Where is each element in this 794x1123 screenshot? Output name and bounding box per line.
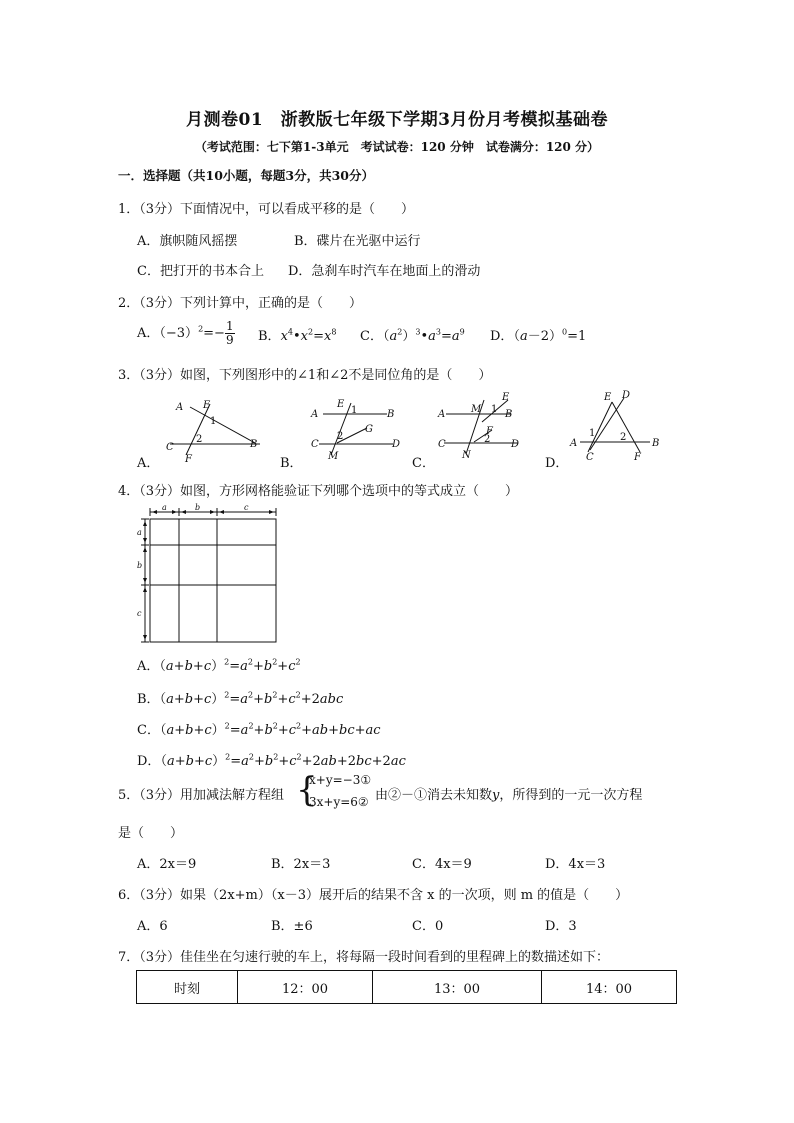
svg-text:E: E [502,392,510,403]
q1-option-b: B．碟片在光驱中运行 [294,234,421,249]
table-cell-time: 13：00 [373,971,542,1004]
q4-option-d: D．$(a+b+c)^2=a^2+b^2+c^2+2ab+2bc+2ac$ [137,752,406,769]
q4-option-a: A．$(a+b+c)^2=a^2+b^2+c^2$ [137,657,301,674]
q2-option-d: D．$(a-2)^0=1$ [490,327,587,344]
q5-option-d: D．4x＝3 [545,857,606,872]
svg-text:F: F [185,454,192,465]
q5-option-a: A．2x＝9 [137,857,197,872]
svg-text:D: D [622,390,631,401]
svg-text:2: 2 [337,431,344,442]
svg-text:E: E [337,399,345,410]
q2-option-b: B．$x^4•x^2=x^8$ [258,327,337,344]
q5-stem-post: 由②－①消去未知数y，所得到的一元一次方程 [375,788,643,803]
page-title: 月测卷01 浙教版七年级下学期3月份月考模拟基础卷 [186,110,608,130]
svg-text:M: M [471,404,482,415]
q7-table [136,970,677,1004]
q4-stem: 4．（3分）如图，方形网格能验证下列哪个选项中的等式成立（ ） [118,484,519,499]
svg-text:E: E [604,392,612,403]
q5-eq2: 3x+y=6② [309,795,369,809]
q4-option-b: B．$(a+b+c)^2=a^2+b^2+c^2+2abc$ [137,690,344,707]
svg-text:b: b [137,561,143,570]
q7-stem: 7．（3分）佳佳坐在匀速行驶的车上，将每隔一段时间看到的里程碑上的数描述如下： [118,950,610,965]
svg-text:A: A [311,409,319,420]
q6-option-b: B．±6 [271,919,313,934]
table-row [137,971,677,1004]
q3-label-c: C． [412,456,435,471]
svg-text:1: 1 [351,405,358,416]
svg-text:a: a [137,528,142,537]
svg-text:D: D [392,439,401,450]
svg-text:B: B [505,409,513,420]
svg-text:C: C [166,442,174,453]
svg-text:2: 2 [620,432,627,443]
svg-text:B: B [652,438,660,449]
svg-text:C: C [586,452,594,463]
q5-stem-pre: 5．（3分）用加减法解方程组 [118,788,285,803]
q3-figure-b [305,395,415,465]
q1-option-a: A．旗帜随风摇摆 [137,234,238,249]
table-cell-time: 12：00 [238,971,373,1004]
q5-brace: { [296,770,318,810]
svg-text:G: G [365,424,373,435]
svg-text:c: c [137,609,142,618]
q3-label-a: A． [137,456,160,471]
svg-text:A: A [570,438,578,449]
q5-eq1: x+y=−3① [309,773,372,787]
svg-text:c: c [244,503,249,512]
svg-text:1: 1 [589,428,596,439]
exam-info: （考试范围：七下第1-3单元 考试试卷：120 分钟 试卷满分：120 分） [194,140,600,154]
svg-text:B: B [250,439,258,450]
svg-text:2: 2 [196,434,203,445]
q3-figure-c [436,390,536,465]
svg-text:a: a [162,503,167,512]
q6-option-a: A．6 [137,919,168,934]
q3-figure-d [568,388,668,465]
svg-text:1: 1 [210,416,217,427]
q2-option-c: C．$(a^2)^3•a^3=a^9$ [360,327,465,344]
table-cell-header: 时刻 [137,971,238,1004]
q1-option-d: D．急刹车时汽车在地面上的滑动 [288,264,481,279]
q6-stem: 6．（3分）如果（2x+m）（x－3）展开后的结果不含 x 的一次项，则 m 的值是（ ） [118,888,629,903]
svg-text:1: 1 [491,404,498,415]
svg-text:C: C [438,439,446,450]
svg-text:F: F [486,426,493,437]
section-heading: 一．选择题（共10小题，每题3分，共30分） [118,168,374,183]
svg-text:D: D [511,439,520,450]
q3-figure-a [160,395,270,465]
svg-text:B: B [387,409,395,420]
q2-option-a: A．$(-3)^2=-$ $\frac{1}{9}$ [137,319,234,347]
svg-text:C: C [311,439,319,450]
q5-stem-line2: 是（ ） [118,826,184,841]
table-cell-time: 14：00 [542,971,677,1004]
svg-text:F: F [634,452,641,463]
svg-text:E: E [203,400,211,411]
q6-option-d: D．3 [545,919,577,934]
q3-stem: 3．（3分）如图，下列图形中的∠1和∠2不是同位角的是（ ） [118,368,492,383]
q4-option-c: C．$(a+b+c)^2=a^2+b^2+c^2+ab+bc+ac$ [137,721,381,738]
svg-text:b: b [195,503,201,512]
svg-text:A: A [438,409,446,420]
q2-stem: 2．（3分）下列计算中，正确的是（ ） [118,296,363,311]
q5-option-c: C．4x＝9 [412,857,472,872]
svg-text:M: M [328,451,339,462]
q1-stem: 1．（3分）下面情况中，可以看成平移的是（ ） [118,202,415,217]
q3-label-b: B． [280,456,303,471]
q3-label-d: D． [545,456,569,471]
svg-text:A: A [176,402,184,413]
svg-text:N: N [462,450,471,461]
q4-grid-figure [130,502,280,647]
q5-option-b: B．2x＝3 [271,857,331,872]
q6-option-c: C．0 [412,919,444,934]
svg-text:2: 2 [484,434,491,445]
q1-option-c: C．把打开的书本合上 [137,264,264,279]
